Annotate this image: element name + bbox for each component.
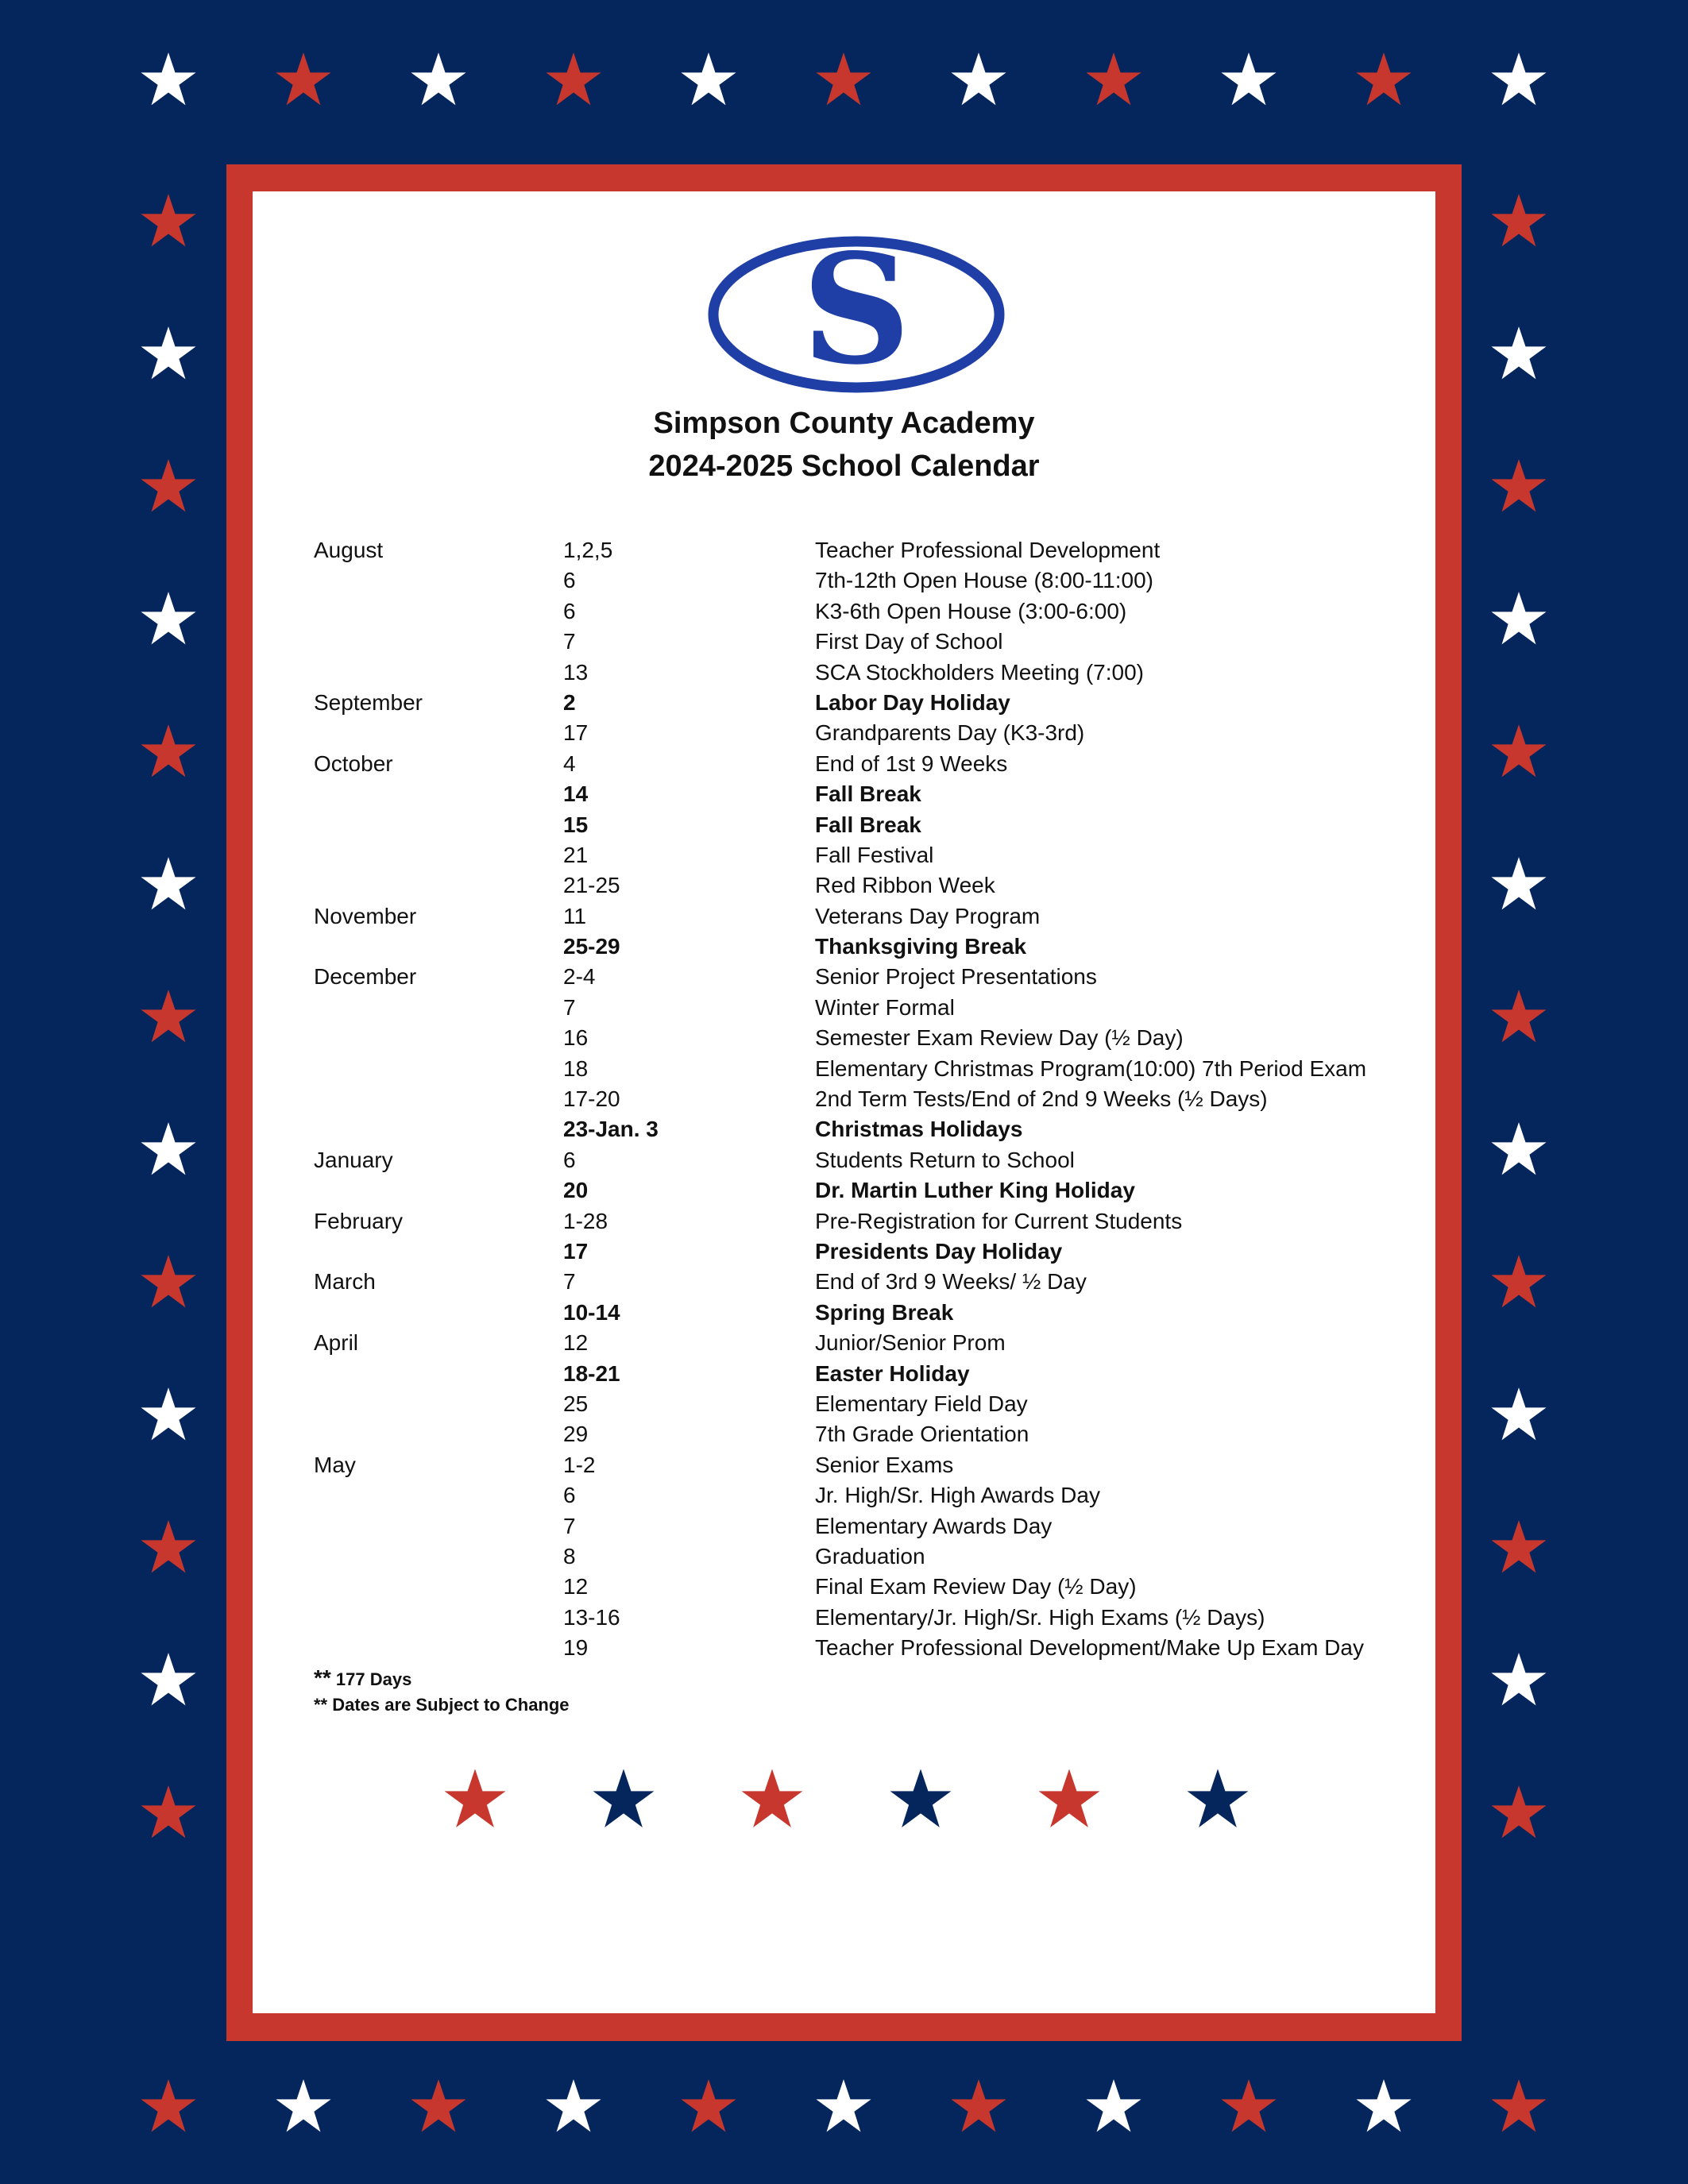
event-label: Elementary Christmas Program(10:00) 7th Period Exam [815,1055,1367,1081]
star-icon [1490,2078,1547,2135]
date-label: 19 [563,1635,589,1661]
calendar-row [314,1419,1426,1449]
month-label: May [314,1452,356,1477]
star-icon [1490,51,1547,108]
event-label: Teacher Professional Development/Make Up Exam Day [815,1635,1364,1661]
date-label: 29 [563,1422,589,1447]
date-label: 12 [563,1574,589,1599]
star-icon [140,855,197,913]
star-icon [140,192,197,249]
date-label: 6 [563,598,576,623]
calendar-row [314,658,1426,688]
event-label: Veterans Day Program [815,903,1041,928]
star-icon [1490,192,1547,249]
event-label: SCA Stockholders Meeting (7:00) [815,659,1144,685]
date-label: 17 [563,1238,589,1264]
calendar-row [314,596,1426,627]
event-label: Dr. Martin Luther King Holiday [815,1178,1135,1203]
logo-s-icon [706,235,1006,394]
days-marker: ** [314,1665,331,1690]
date-label: 8 [563,1543,576,1569]
star-icon [140,2078,197,2135]
star-icon [1037,1767,1101,1831]
event-label: K3-6th Open House (3:00-6:00) [815,598,1127,623]
star-icon [680,2078,737,2135]
date-label: 20 [563,1178,589,1203]
date-label: 15 [563,812,589,837]
date-label: 11 [563,903,587,928]
calendar-row [314,535,1426,565]
calendar-row [314,1389,1426,1419]
star-icon [275,2078,332,2135]
event-label: Students Return to School [815,1147,1075,1172]
event-label: Elementary Awards Day [815,1513,1053,1538]
star-icon [680,51,737,108]
event-label: Pre-Registration for Current Students [815,1208,1183,1233]
event-label: Red Ribbon Week [815,873,995,898]
calendar-row [314,840,1426,870]
calendar-paper [253,191,1435,2013]
star-icon [140,51,197,108]
month-label: December [314,964,417,990]
star-icon [1490,457,1547,515]
date-label: 16 [563,1025,589,1051]
date-label: 21 [563,842,589,867]
star-icon [140,723,197,780]
event-label: Fall Festival [815,842,934,867]
date-label: 7 [563,1269,576,1295]
star-icon [1220,2078,1277,2135]
event-label: Senior Exams [815,1452,954,1477]
footnotes [314,1665,570,1719]
date-label: 25-29 [563,934,620,959]
calendar-row [314,1572,1426,1602]
calendar-row [314,779,1426,809]
event-label: 7th-12th Open House (8:00-11:00) [815,568,1153,593]
event-label: Teacher Professional Development [815,538,1161,562]
event-label: End of 3rd 9 Weeks/ ½ Day [815,1269,1087,1295]
calendar-row [314,1114,1426,1144]
star-icon [1355,2078,1412,2135]
date-label: 7 [563,629,576,654]
calendar-row [314,627,1426,657]
star-icon [889,1767,952,1831]
month-label: February [314,1208,404,1233]
event-label: Elementary Field Day [815,1391,1028,1416]
event-list [314,535,1426,1663]
date-label: 6 [563,568,576,593]
star-icon [140,1518,197,1576]
event-label: Labor Day Holiday [815,689,1010,715]
month-label: March [314,1269,376,1295]
star-icon [1490,1253,1547,1310]
date-label: 18-21 [563,1360,620,1386]
event-label: Jr. High/Sr. High Awards Day [815,1483,1100,1508]
date-label: 6 [563,1483,576,1508]
date-label: 4 [563,751,576,776]
star-icon [140,988,197,1045]
date-label: 17-20 [563,1086,620,1112]
event-label: Presidents Day Holiday [815,1238,1063,1264]
calendar-row [314,810,1426,840]
calendar-row [314,1542,1426,1572]
event-label: 2nd Term Tests/End of 2nd 9 Weeks (½ Days) [815,1086,1268,1112]
date-label: 17 [563,720,589,746]
date-label: 18 [563,1055,589,1081]
star-icon [410,51,467,108]
event-label: Junior/Senior Prom [815,1330,1006,1356]
event-label: Senior Project Presentations [815,964,1097,990]
event-label: Thanksgiving Break [815,934,1027,959]
event-label: First Day of School [815,629,1003,654]
star-icon [740,1767,804,1831]
star-icon [140,1784,197,1841]
star-icon [140,1121,197,1178]
calendar-row [314,1145,1426,1175]
date-label: 14 [563,781,589,807]
calendar-title: 2024-2025 School Calendar [648,450,1040,483]
event-label: Final Exam Review Day (½ Day) [815,1574,1137,1599]
calendar-row [314,993,1426,1023]
calendar-row [314,1206,1426,1237]
star-icon [1490,723,1547,780]
star-icon [140,1253,197,1310]
event-label: Semester Exam Review Day (½ Day) [815,1025,1184,1051]
days-count: 177 Days [330,1669,412,1689]
calendar-row [314,1480,1426,1511]
date-label: 23-Jan. 3 [563,1117,659,1142]
date-label: 25 [563,1391,589,1416]
event-label: Graduation [815,1543,925,1569]
date-label: 10-14 [563,1299,620,1325]
star-icon [815,2078,872,2135]
star-icon [950,51,1007,108]
calendar-row [314,749,1426,779]
event-label: Christmas Holidays [815,1117,1023,1142]
month-label: November [314,903,417,928]
star-icon [1220,51,1277,108]
calendar-row [314,565,1426,596]
star-icon [1490,1518,1547,1576]
month-label: August [314,538,384,562]
star-icon [410,2078,467,2135]
star-icon [140,325,197,382]
star-icon [140,457,197,515]
star-icon [443,1767,507,1831]
school-logo [706,235,1006,394]
event-label: Elementary/Jr. High/Sr. High Exams (½ Days) [815,1604,1265,1630]
calendar-row [314,1450,1426,1480]
star-icon [950,2078,1007,2135]
event-label: 7th Grade Orientation [815,1422,1029,1447]
event-label: Spring Break [815,1299,954,1325]
date-label: 7 [563,1513,576,1538]
event-label: Fall Break [815,781,921,807]
star-icon [275,51,332,108]
star-icon [815,51,872,108]
date-label: 13-16 [563,1604,620,1630]
date-label: 12 [563,1330,589,1356]
star-icon [1490,590,1547,647]
star-icon [592,1767,655,1831]
star-icon [545,2078,602,2135]
calendar-row [314,1603,1426,1633]
star-icon [1490,1651,1547,1708]
calendar-row [314,1023,1426,1053]
calendar-row [314,688,1426,718]
star-icon [1490,325,1547,382]
calendar-row [314,718,1426,748]
star-icon [1085,51,1142,108]
star-icon [1490,855,1547,913]
star-icon [1490,1386,1547,1443]
month-label: October [314,751,393,776]
calendar-row [314,1328,1426,1358]
star-icon [140,1651,197,1708]
date-label: 1,2,5 [563,538,613,562]
month-label: April [314,1330,359,1356]
date-label: 2 [563,689,576,715]
month-label: January [314,1147,393,1172]
calendar-row [314,1359,1426,1389]
star-icon [140,590,197,647]
calendar-row [314,1267,1426,1297]
calendar-row [314,1084,1426,1114]
star-icon [1186,1767,1250,1831]
event-label: Winter Formal [815,994,955,1020]
star-icon [1490,1784,1547,1841]
calendar-row [314,1054,1426,1084]
change-note: ** Dates are Subject to Change [314,1695,570,1715]
date-label: 1-28 [563,1208,608,1233]
date-label: 6 [563,1147,576,1172]
calendar-row [314,1633,1426,1663]
calendar-row [314,932,1426,962]
date-label: 7 [563,994,576,1020]
month-label: September [314,689,423,715]
date-label: 1-2 [563,1452,596,1477]
logo-letter: S [802,235,911,394]
star-icon [1355,51,1412,108]
event-label: Easter Holiday [815,1360,970,1386]
event-label: Grandparents Day (K3-3rd) [815,720,1085,746]
event-label: End of 1st 9 Weeks [815,751,1008,776]
calendar-row [314,962,1426,992]
star-icon [1490,1121,1547,1178]
calendar-row [314,1175,1426,1206]
date-label: 21-25 [563,873,620,898]
star-icon [545,51,602,108]
calendar-row [314,870,1426,901]
days-note [314,1665,570,1692]
star-icon [1085,2078,1142,2135]
calendar-row [314,1511,1426,1542]
calendar-row [314,1237,1426,1267]
star-icon [140,1386,197,1443]
calendar-row [314,1298,1426,1328]
date-label: 13 [563,659,589,685]
calendar-row [314,901,1426,932]
star-icon [1490,988,1547,1045]
school-name: Simpson County Academy [653,407,1035,440]
date-label: 2-4 [563,964,596,990]
event-label: Fall Break [815,812,921,837]
